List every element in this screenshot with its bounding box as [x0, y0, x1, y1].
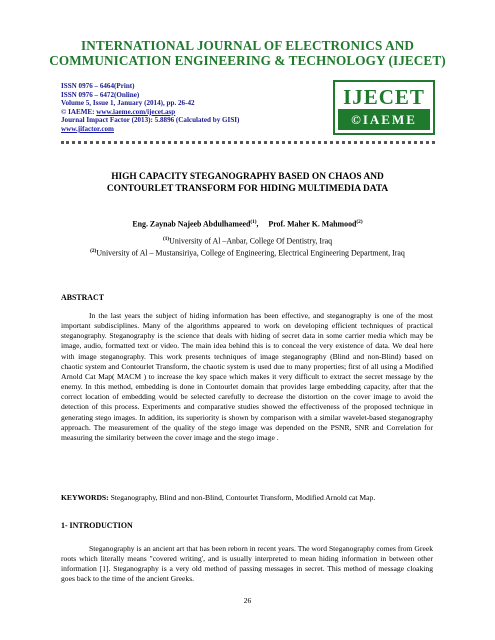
author-1: Eng. Zaynab Najeeb Abdulhameed — [132, 219, 251, 229]
iaeme-link[interactable]: www.iaeme.com/ijecet.asp — [96, 107, 176, 116]
keywords — [61, 493, 433, 503]
affiliation-2-text: University of Al – Mustansiriya, College of Engineering, Electrical Engineering Department, Iraq — [96, 248, 405, 258]
journal-meta — [61, 82, 321, 134]
iaeme-prefix: © IAEME: — [61, 107, 97, 116]
journal-title-line1: INTERNATIONAL JOURNAL OF ELECTRONICS AND — [80, 38, 414, 53]
keywords-label: KEYWORDS: — [61, 493, 109, 502]
affiliation-2 — [40, 248, 455, 258]
author-1-sup: (1) — [250, 219, 257, 225]
impact-factor: Journal Impact Factor (2013): 5.8896 (Calculated by GISI) — [61, 116, 240, 125]
logo-text-iaeme: ©IAEME — [338, 109, 430, 130]
jifactor-line — [61, 125, 321, 134]
journal-title — [40, 38, 455, 68]
affiliation-2-sup: (2) — [90, 248, 97, 254]
paper-title-line2: CONTOURLET TRANSFORM FOR HIDING MULTIMEDIA DATA — [106, 183, 389, 194]
affiliation-1 — [40, 236, 455, 246]
affiliation-1-sup: (1) — [162, 236, 170, 242]
ijecet-logo — [333, 80, 435, 135]
volume-info: Volume 5, Issue 1, January (2014), pp. 26-42 — [61, 99, 195, 108]
author-separator: , — [256, 219, 269, 229]
paper-title-line1: HIGH CAPACITY STEGANOGRAPHY BASED ON CHAOS AND — [111, 172, 384, 182]
issn-online: ISSN 0976 – 6472(Online) — [61, 90, 140, 99]
keywords-text: Steganography, Blind and non-Blind, Contourlet Transform, Modified Arnold cat Map. — [108, 493, 376, 502]
abstract-text: In the last years the subject of hiding information has been effective, and steganography is one of the most important subdisciplines. Many of the algorithms appeared to work on developing efficient techniques of practical steganography. Steganography is the science that deals with hiding of secret data in some carrier media which may be image, audio, formatted text or video. The main idea behind this is to conceal the very existence of data. We deal here with image steganography. This work presents techniques of image steganography (Blind and non-Blind) based on chaotic system and Contourlet Transform, the chaotic system is used due to many properties; first of all using a Modified Arnold Cat Map( MACM ) to increase the key space which makes it very difficult to extract the secret message by the enemy. In this method, embedding is done in Contourlet domain that provides large embedding capacity, after that the correct location of embedding would be selected carefully to decrease the distortion on the cover image to avoid the detection of this process. Experiments and comparative studies showed the effectiveness of the proposed technique in generating stego images. In addition, its superiority is shown by comparison with a similar wavelet-based steganography approach. The measurement of the quality of the stego image was depended on the PSNR, SNR and Correlation for measuring the similarity between the cover image and the stego image . — [61, 311, 433, 442]
issn-print: ISSN 0976 – 6464(Print) — [61, 82, 135, 90]
journal-title-line2: COMMUNICATION ENGINEERING & TECHNOLOGY (IJECET) — [49, 53, 446, 68]
iaeme-line — [61, 108, 321, 117]
jifactor-link[interactable]: www.jifactor.com — [61, 124, 114, 133]
paper-title — [40, 172, 455, 195]
introduction-text: Steganography is an ancient art that has been reborn in recent years. The word Steganography comes from Greek roots which literally means "covered writing', and is usually interpreted to mean hiding information in between other information [1]. Steganography is a very old method of passing messages in secret. This method of message cloaking goes back to the time of the ancient Greeks. — [61, 544, 433, 584]
header-divider — [61, 141, 435, 144]
authors — [40, 219, 455, 229]
affiliation-1-text: University of Al –Anbar, College Of Dentistry, Iraq — [169, 236, 333, 246]
page-number: 26 — [243, 596, 252, 605]
author-2-sup: (2) — [356, 219, 363, 225]
author-2: Prof. Maher K. Mahmood — [268, 219, 357, 229]
logo-text-ijecet: IJECET — [343, 85, 425, 109]
introduction-heading: 1- INTRODUCTION — [61, 521, 133, 530]
abstract-heading: ABSTRACT — [61, 293, 104, 302]
